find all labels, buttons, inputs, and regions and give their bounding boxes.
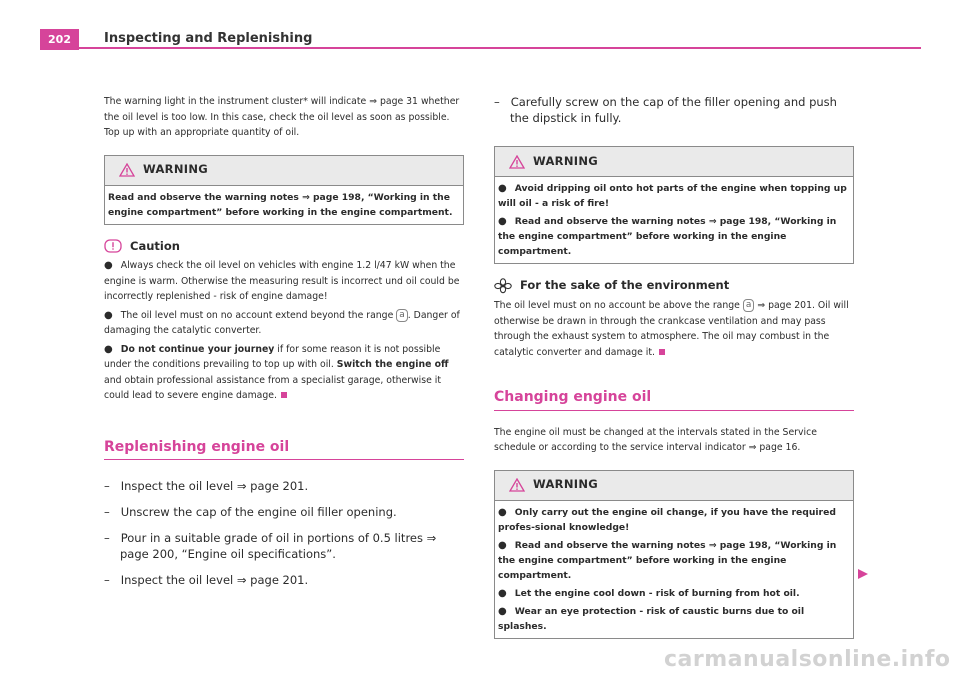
end-mark-icon [281,392,287,398]
warning-body: Read and observe the warning notes ⇒ page 198, “Working in the engine compartment” before working in the engine compartment. [108,191,453,218]
end-mark-icon [659,349,665,355]
flower-icon [494,278,512,294]
caution-bullet: ● The oil level must on no account extend beyond the range a . Danger of damaging the catalytic converter. [104,309,460,336]
caution-exclamation-icon [104,239,122,253]
warning-box [494,470,854,639]
step-item: – Unscrew the cap of the engine oil filler opening. [104,505,397,519]
caution-body [104,258,464,404]
running-title: Inspecting and Replenishing [104,31,313,46]
caution-bullet: ● Do not continue your journey if for some reason it is not possible under the conditions prevailing to top up with oil. Switch the engine off and obtain professional assistance from a specialist garage, otherwise it could lead to severe engine damage. [104,343,449,401]
environment-header [494,278,854,294]
left-column [104,94,464,598]
warning-title: WARNING [533,153,598,168]
caution-bullet: ● Always check the oil level on vehicles with engine 1.2 l/47 kW when the engine is warm. Otherwise the measuring result is incorrect und oil could be incorrectly replenished - risk of engine damage! [104,260,460,302]
step-item: – Carefully screw on the cap of the filler opening and push the dipstick in fully. [494,95,837,125]
warning-triangle-icon [119,163,135,177]
warning-title: WARNING [533,477,598,492]
caution-header [104,239,464,255]
section-title-changing: Changing engine oil [494,390,854,411]
header-rule [79,47,921,49]
step-item: – Inspect the oil level ⇒ page 201. [104,479,309,493]
warning-box [494,146,854,264]
range-a-icon: a [396,309,408,322]
intro-paragraph: The warning light in the instrument cluster* will indicate ⇒ page 31 whether the oil level is too low. In this case, check the oil level as soon as possible. Top up with an appropriate quantity of oil. [104,96,460,138]
warning-header [495,147,853,177]
environment-paragraph: The oil level must on no account be above the range a ⇒ page 201. Oil will otherwise be drawn in through the crankcase ventilation and may pass through the exhaust system to atmosphere. The oil may combust in the catalytic converter and damage it. [494,300,849,358]
warning-triangle-icon [509,155,525,169]
warning-title: WARNING [143,162,208,177]
range-a-icon: a [743,299,755,312]
environment-title: For the sake of the environment [520,278,730,293]
warning-header [105,156,463,186]
warning-triangle-icon [509,478,525,492]
warning-header [495,471,853,501]
page-number: 202 [40,29,79,50]
caution-title: Caution [130,238,180,253]
step-item: – Inspect the oil level ⇒ page 201. [104,573,309,587]
warning-box [104,155,464,225]
warning-body: ● Avoid dripping oil onto hot parts of the engine when topping up will oil - a risk of fire! ● Read and observe the warning notes ⇒ page 198, “Working in the engine compartment” before working in the engine compartment. [498,183,847,257]
section-title-replenishing: Replenishing engine oil [104,440,464,461]
change-paragraph: The engine oil must be changed at the intervals stated in the Service schedule or according to the service interval indicator ⇒ page 16. [494,426,817,453]
step-item: – Pour in a suitable grade of oil in portions of 0.5 litres ⇒ page 200, “Engine oil specifications”. [104,531,437,561]
warning-body: ● Only carry out the engine oil change, if you have the required profes-sional knowledge! ● Read and observe the warning notes ⇒ page 198, “Working in the engine compartment” before working in the engine compartment. ● Let the engine cool down - risk of burning from hot oil. ● Wear an eye protection - risk of caustic burns due to oil splashes. [498,506,837,632]
right-column [494,94,854,653]
footer-watermark: carmanualsonline.info [664,647,951,672]
continue-arrow-icon [857,568,869,580]
